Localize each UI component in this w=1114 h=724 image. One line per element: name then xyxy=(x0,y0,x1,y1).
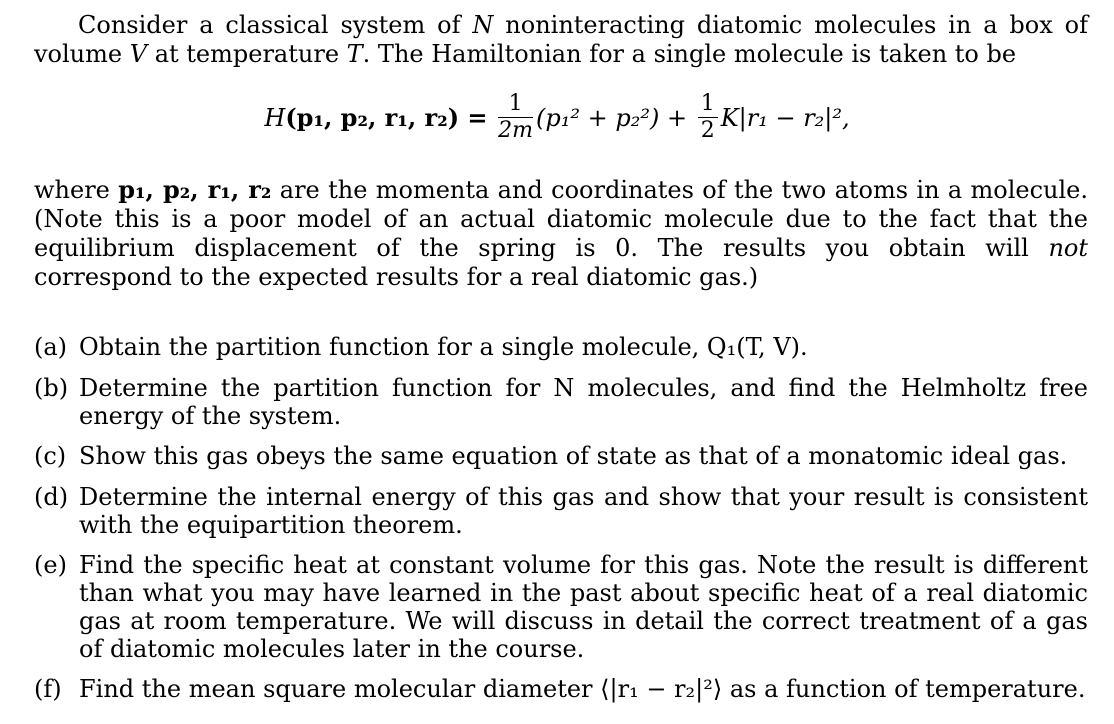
item-label: (a) xyxy=(34,333,68,361)
emphasis-not: not xyxy=(1048,234,1088,262)
equation-lhs: H xyxy=(264,103,286,132)
fraction-2-denominator: 2 xyxy=(700,118,715,143)
hamiltonian-equation xyxy=(0,92,1114,162)
item-label: (c) xyxy=(34,442,67,470)
symbol-T: T xyxy=(346,40,363,68)
fraction-1-denominator: 2m xyxy=(498,118,534,143)
symbol-N: N xyxy=(472,11,494,39)
equation-momentum-term: (p₁² + p₂²) + xyxy=(536,103,688,132)
fraction-2-numerator: 1 xyxy=(698,92,718,118)
fraction-one-half xyxy=(698,92,718,143)
where-paragraph xyxy=(34,175,1088,292)
intro-text-4: . The Hamiltonian for a single molecule is taken to be xyxy=(362,40,1017,68)
item-text: Find the specific heat at constant volume for this gas. Note the result is different than what you may have learned in the past about specific heat of a real diatomic gas at room temperature. We will discuss in detail the correct treatment of a gas of diatomic molecules later in the course. xyxy=(79,551,1088,663)
equation-spring-term: K|r₁ − r₂|², xyxy=(720,103,850,132)
where-text-1: where xyxy=(34,176,119,204)
item-label: (e) xyxy=(34,551,67,579)
item-text: Find the mean square molecular diameter ⟨|r₁ − r₂|²⟩ as a function of temperature. xyxy=(79,675,1086,703)
item-text: Show this gas obeys the same equation of state as that of a monatomic ideal gas. xyxy=(79,442,1068,470)
intro-text-3: at temperature xyxy=(147,40,347,68)
item-label: (f) xyxy=(34,675,62,703)
intro-text-2: noninteracting diatomic molecules in a box of volume xyxy=(34,11,1088,68)
intro-paragraph xyxy=(34,11,1088,69)
equation-args: (p₁, p₂, r₁, r₂) = xyxy=(285,102,488,132)
symbol-V: V xyxy=(129,40,148,68)
where-symbols: p₁, p₂, r₁, r₂ xyxy=(118,175,272,204)
where-text-3: correspond to the expected results for a real diatomic gas.) xyxy=(34,263,759,291)
item-label: (b) xyxy=(34,374,69,402)
item-label: (d) xyxy=(34,483,69,511)
item-text: Obtain the partition function for a single molecule, Q₁(T, V). xyxy=(79,333,808,361)
equation-body xyxy=(264,92,849,162)
intro-text-1: Consider a classical system of xyxy=(78,11,473,39)
fraction-one-over-2m xyxy=(498,92,533,143)
fraction-1-numerator: 1 xyxy=(498,92,533,118)
item-text: Determine the internal energy of this gas and show that your result is consistent with the equipartition theorem. xyxy=(79,483,1088,539)
item-text: Determine the partition function for N molecules, and find the Helmholtz free energy of the system. xyxy=(79,374,1088,430)
where-text-2: are the momenta and coordinates of the two atoms in a molecule. (Note this is a poor model of an actual diatomic molecule due to the fact that the equilibrium displacement of the spring is 0. The results you obtain will xyxy=(34,176,1089,262)
